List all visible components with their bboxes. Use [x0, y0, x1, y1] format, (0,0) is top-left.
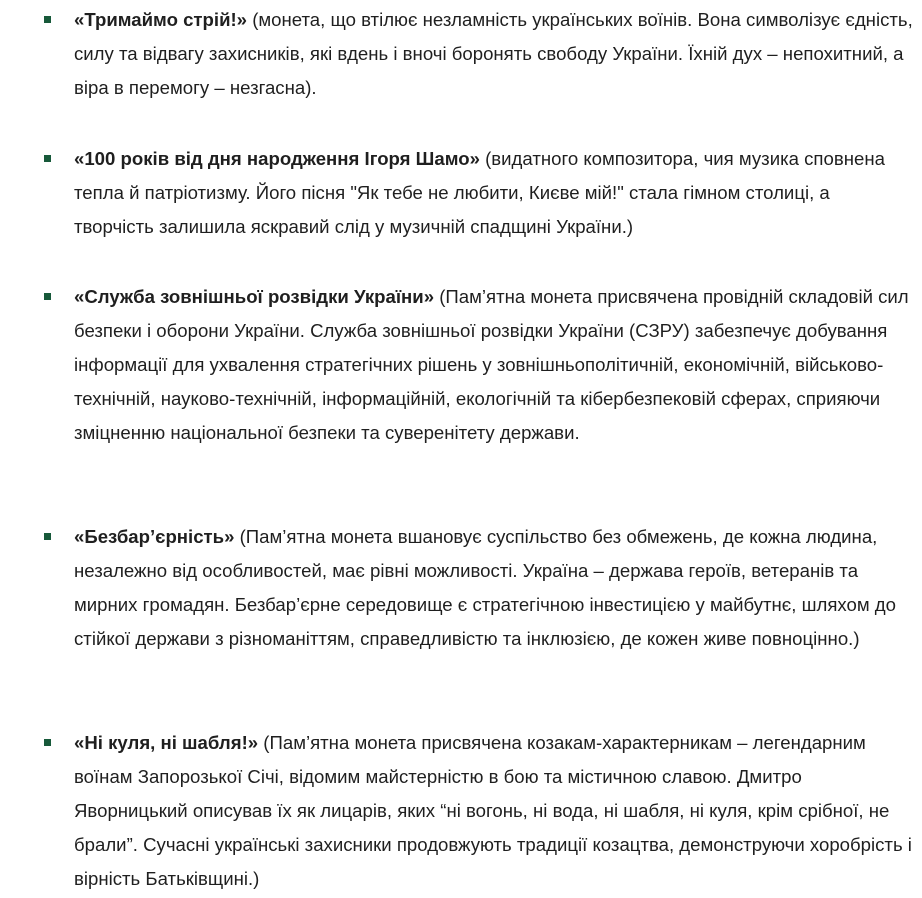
item-description: (видатного композитора, чия музика сповнена тепла й патріотизму. Його пісня "Як тебе не любити, Києве мій!" стала гімном столиці, а творчість залишила яскравий слід у музичній спадщині України.): [74, 148, 885, 237]
bullet-icon: [44, 739, 51, 746]
bullet-icon: [44, 155, 51, 162]
list-item: [74, 520, 914, 656]
item-description: (Пам’ятна монета вшановує суспільство без обмежень, де кожна людина, незалежно від особливостей, має рівні можливості. Україна – держава героїв, ветеранів та мирних громадян. Безбар’єрне середовище є стратегічною інвестицією у майбутнє, шляхом до стійкої держави з різноманіттям, справедливістю та інклюзією, де кожен живе повноцінно.): [74, 526, 897, 649]
bullet-icon: [44, 293, 51, 300]
list-item: [74, 280, 914, 450]
bullet-icon: [44, 533, 51, 540]
list-item: [74, 726, 914, 896]
item-title: «Безбар’єрність»: [74, 526, 235, 547]
list-item: [74, 3, 914, 105]
item-title: «Тримаймо стрій!»: [74, 9, 248, 30]
bullet-icon: [44, 16, 51, 23]
item-title: «Служба зовнішньої розвідки України»: [74, 286, 435, 307]
item-description: (Пам’ятна монета присвячена провідній складовій сил безпеки і оборони України. Служба зовнішньої розвідки України (СЗРУ) забезпечує добування інформації для ухвалення стратегічних рішень у зовнішньополітичній, економічній, військово-технічній, науково-технічній, інформаційній, екологічній та кібербезпековій сферах, сприяючи зміцненню національної безпеки та суверенітету держави.: [74, 286, 909, 443]
item-title: «100 років від дня народження Ігоря Шамо»: [74, 148, 480, 169]
item-title: «Ні куля, ні шабля!»: [74, 732, 259, 753]
item-description: (Пам’ятна монета присвячена козакам-характерникам – легендарним воїнам Запорозької Січі, відомим майстерністю в бою та містичною славою. Дмитро Яворницький описував їх як лицарів, яких “ні вогонь, ні вода, ні шабля, ні куля, крім срібної, не брали”. Сучасні українські захисники продовжують традиції козацтва, демонструючи хоробрість і вірність Батьківщині.): [74, 732, 912, 889]
list-item: [74, 142, 914, 244]
item-description: (монета, що втілює незламність українських воїнів. Вона символізує єдність, силу та відвагу захисників, які вдень і вночі боронять свободу України. Їхній дух – непохитний, а віра в перемогу – незгасна).: [74, 9, 913, 98]
